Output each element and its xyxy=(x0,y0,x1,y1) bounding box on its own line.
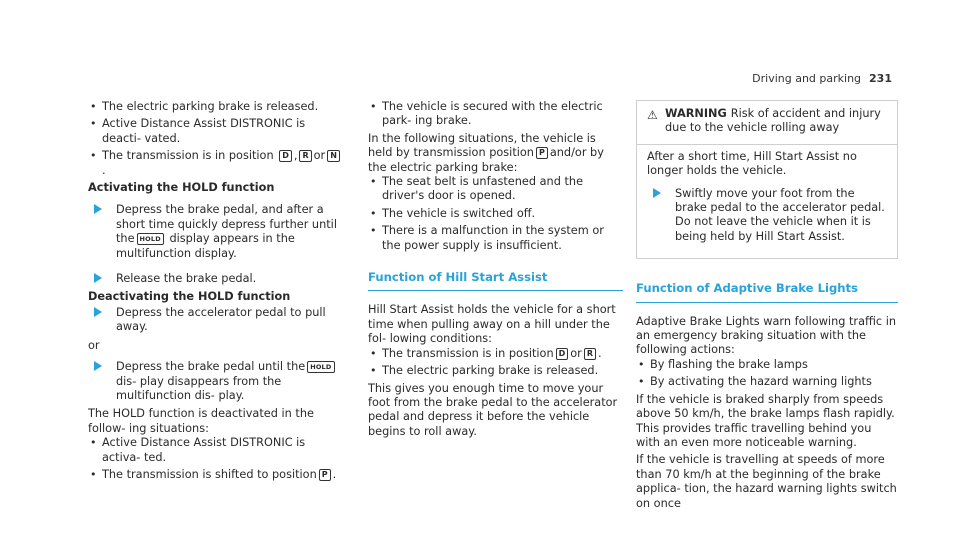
warning-triangle-icon: ⚠ xyxy=(647,108,658,122)
hill-start-intro: Hill Start Assist holds the vehicle for a short time when pulling away on a hill under the fol- lowing conditions: xyxy=(368,303,616,346)
column-right xyxy=(636,100,898,511)
adaptive-brake-lights-heading: Function of Adaptive Brake Lights xyxy=(636,281,898,302)
page-number: 231 xyxy=(869,72,892,85)
list-item: • The electric parking brake is released. xyxy=(88,100,343,114)
gear-r-symbol: R xyxy=(299,150,311,162)
list-item: • The transmission is in position D , R or N. xyxy=(88,149,343,178)
triangle-arrow-icon xyxy=(653,188,661,198)
list-continued xyxy=(368,100,623,129)
list-item: • Active Distance Assist DISTRONIC is activa- ted. xyxy=(88,436,343,465)
step-2: Release the brake pedal. xyxy=(88,272,343,286)
triangle-arrow-icon xyxy=(94,204,102,214)
triangle-arrow-icon xyxy=(94,361,102,371)
hill-start-paragraph: This gives you enough time to move your foot from the brake pedal to the accelerator pedal and depress it before the vehicle begins to roll away. xyxy=(368,381,618,438)
list-item: • The transmission is in position D or R . xyxy=(368,347,623,361)
hill-start-assist-heading: Function of Hill Start Assist xyxy=(368,270,623,291)
header-section: Driving and parking xyxy=(752,72,862,85)
warning-header xyxy=(637,107,897,145)
abl-paragraph-1: If the vehicle is braked sharply from speeds above 50 km/h, the brake lamps flash rapidly. This provides traffic travelling behind you with an even more noticeable warning. xyxy=(636,392,895,449)
warning-label: WARNING xyxy=(665,107,727,120)
gear-p-symbol: P xyxy=(319,469,331,481)
deactivation-intro: The HOLD function is deactivated in the follow- ing situations: xyxy=(88,407,314,435)
abl-actions-list xyxy=(636,358,898,390)
list-item: • The seat belt is unfastened and the driver's door is opened. xyxy=(368,175,623,204)
abl-paragraph-2: If the vehicle is travelling at speeds of more than 70 km/h at the beginning of the brake applica- tion, the hazard warning lights switch on once xyxy=(636,453,897,510)
list-item: • By flashing the brake lamps xyxy=(636,358,898,372)
hold-symbol: HOLD xyxy=(307,361,334,373)
warning-title: Risk of accident and injury due to the vehicle rolling away xyxy=(665,107,881,135)
deactivation-list xyxy=(88,436,343,482)
step-4: Depress the brake pedal until the HOLDdis- play disappears from the multifunction dis- play. xyxy=(88,360,343,403)
column-middle xyxy=(368,100,623,439)
hold-conditions-list xyxy=(368,175,623,253)
column-left xyxy=(88,100,343,485)
activating-heading: Activating the HOLD function xyxy=(88,181,275,195)
hold-symbol: HOLD xyxy=(137,233,164,245)
hill-start-conditions xyxy=(368,347,623,379)
list-item: • The vehicle is secured with the electric park- ing brake. xyxy=(368,100,623,129)
hold-conditions-paragraph: In the following situations, the vehicle is held by transmission position P and/or by the electric parking brake: xyxy=(368,131,604,174)
abl-intro: Adaptive Brake Lights warn following traffic in an emergency braking situation with the following actions: xyxy=(636,314,897,357)
list-item: • The electric parking brake is released. xyxy=(368,364,623,378)
status-list xyxy=(88,100,343,178)
list-item: • The vehicle is switched off. xyxy=(368,207,623,221)
gear-d-symbol: D xyxy=(279,150,292,162)
gear-n-symbol: N xyxy=(327,150,340,162)
list-item: • By activating the hazard warning lights xyxy=(636,375,898,389)
warning-body: After a short time, Hill Start Assist no longer holds the vehicle. xyxy=(647,149,857,178)
warning-step: Swiftly move your foot from the brake pedal to the accelerator pedal. Do not leave the vehicle when it is being held by Hill Start Assist. xyxy=(647,187,887,245)
list-item: • Active Distance Assist DISTRONIC is deacti- vated. xyxy=(88,117,343,146)
step-1: Depress the brake pedal, and after a short time quickly depress further until the HOLD display appears in the multifunction display. xyxy=(88,203,343,261)
step-3: Depress the accelerator pedal to pull away. xyxy=(88,306,343,335)
gear-d-symbol: D xyxy=(556,348,569,360)
triangle-arrow-icon xyxy=(94,273,102,283)
gear-p-symbol: P xyxy=(536,147,548,159)
warning-box xyxy=(636,100,898,259)
page-header xyxy=(752,72,892,85)
list-item: • There is a malfunction in the system or the power supply is insufficient. xyxy=(368,224,623,253)
gear-r-symbol: R xyxy=(584,348,596,360)
deactivating-heading: Deactivating the HOLD function xyxy=(88,290,291,304)
triangle-arrow-icon xyxy=(94,307,102,317)
list-item: • The transmission is shifted to position P . xyxy=(88,468,343,482)
or-text: or xyxy=(88,338,100,352)
